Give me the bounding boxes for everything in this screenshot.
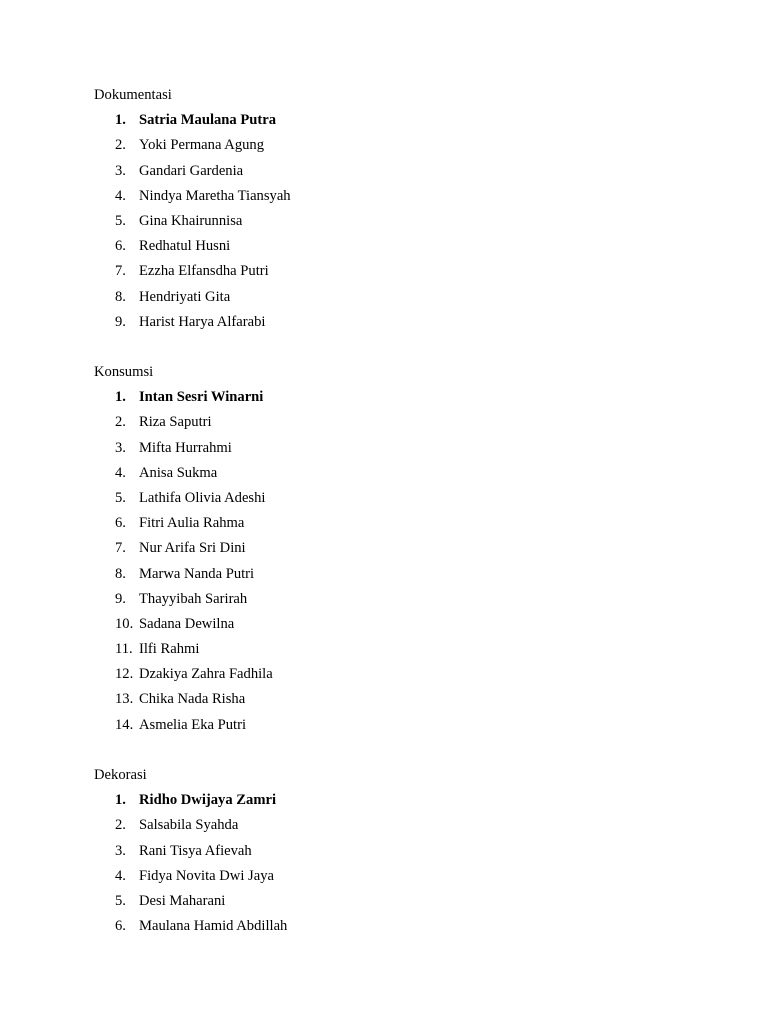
item-number: 8. — [115, 288, 126, 305]
list-item — [94, 562, 694, 587]
item-number: 1. — [115, 112, 126, 129]
item-number: 13. — [115, 691, 134, 708]
member-name: Yoki Permana Agung — [139, 137, 265, 154]
member-name: Chika Nada Risha — [139, 691, 246, 708]
member-name: Ridho Dwijaya Zamri — [139, 792, 277, 809]
list-item — [94, 436, 694, 461]
list-item — [94, 713, 694, 738]
item-number: 10. — [115, 615, 134, 632]
member-name: Thayyibah Sarirah — [139, 590, 248, 607]
member-name: Marwa Nanda Putri — [139, 565, 255, 582]
member-name: Fidya Novita Dwi Jaya — [139, 867, 274, 884]
member-name: Sadana Dewilna — [139, 615, 235, 632]
list-item — [94, 637, 694, 662]
section-title: Dokumentasi — [94, 87, 172, 103]
list-item — [94, 914, 694, 939]
member-name: Gina Khairunnisa — [139, 212, 243, 229]
item-number: 5. — [115, 212, 126, 229]
list-item — [94, 486, 694, 511]
item-number: 6. — [115, 515, 126, 532]
list-item — [94, 234, 694, 259]
item-number: 1. — [115, 389, 126, 406]
item-number: 9. — [115, 590, 126, 607]
member-name: Satria Maulana Putra — [139, 112, 277, 129]
list-item — [94, 687, 694, 712]
item-number: 11. — [115, 641, 133, 658]
member-name: Riza Saputri — [139, 414, 212, 431]
list-item — [94, 285, 694, 310]
member-name: Harist Harya Alfarabi — [139, 313, 266, 330]
list-item — [94, 209, 694, 234]
list-item — [94, 864, 694, 889]
item-number: 2. — [115, 817, 126, 834]
list-item — [94, 511, 694, 536]
item-number: 6. — [115, 238, 126, 255]
section-title: Konsumsi — [94, 364, 154, 380]
list-item — [94, 662, 694, 687]
list-item — [94, 612, 694, 637]
member-name: Lathifa Olivia Adeshi — [139, 489, 266, 506]
item-number: 9. — [115, 313, 126, 330]
member-name: Dzakiya Zahra Fadhila — [139, 666, 273, 683]
list-item — [94, 839, 694, 864]
list-item — [94, 133, 694, 158]
item-number: 7. — [115, 263, 126, 280]
member-name: Redhatul Husni — [139, 238, 231, 255]
item-number: 3. — [115, 439, 126, 456]
member-name: Salsabila Syahda — [139, 817, 239, 834]
section-dokumentasi — [94, 83, 694, 335]
member-name: Hendriyati Gita — [139, 288, 231, 305]
member-name: Desi Maharani — [139, 892, 226, 909]
item-number: 2. — [115, 414, 126, 431]
item-number: 7. — [115, 540, 126, 557]
item-number: 5. — [115, 489, 126, 506]
member-name: Ilfi Rahmi — [139, 641, 200, 658]
item-number: 14. — [115, 716, 134, 733]
list-item — [94, 159, 694, 184]
item-number: 3. — [115, 842, 126, 859]
item-number: 3. — [115, 162, 126, 179]
item-number: 4. — [115, 867, 126, 884]
member-name: Asmelia Eka Putri — [139, 716, 247, 733]
member-name: Anisa Sukma — [139, 464, 218, 481]
section-konsumsi — [94, 360, 694, 738]
item-number: 6. — [115, 918, 126, 935]
list-item — [94, 813, 694, 838]
member-name: Maulana Hamid Abdillah — [139, 918, 288, 935]
list-item — [94, 461, 694, 486]
list-item — [94, 184, 694, 209]
list-item — [94, 108, 694, 133]
item-number: 12. — [115, 666, 134, 683]
member-name: Intan Sesri Winarni — [139, 389, 264, 406]
list-item — [94, 788, 694, 813]
section-title: Dekorasi — [94, 767, 147, 783]
list-item — [94, 385, 694, 410]
list-item — [94, 410, 694, 435]
member-name: Nur Arifa Sri Dini — [139, 540, 246, 557]
member-name: Nindya Maretha Tiansyah — [139, 187, 291, 204]
section-dekorasi — [94, 763, 694, 939]
member-name: Mifta Hurrahmi — [139, 439, 232, 456]
item-number: 1. — [115, 792, 126, 809]
member-list — [94, 108, 694, 335]
member-name: Rani Tisya Afievah — [139, 842, 252, 859]
member-list — [94, 385, 694, 738]
list-item — [94, 889, 694, 914]
item-number: 4. — [115, 464, 126, 481]
list-item — [94, 587, 694, 612]
member-name: Ezzha Elfansdha Putri — [139, 263, 269, 280]
item-number: 5. — [115, 892, 126, 909]
list-item — [94, 536, 694, 561]
member-name: Gandari Gardenia — [139, 162, 244, 179]
member-list — [94, 788, 694, 939]
item-number: 2. — [115, 137, 126, 154]
list-item — [94, 259, 694, 284]
member-name: Fitri Aulia Rahma — [139, 515, 245, 532]
item-number: 4. — [115, 187, 126, 204]
item-number: 8. — [115, 565, 126, 582]
list-item — [94, 310, 694, 335]
